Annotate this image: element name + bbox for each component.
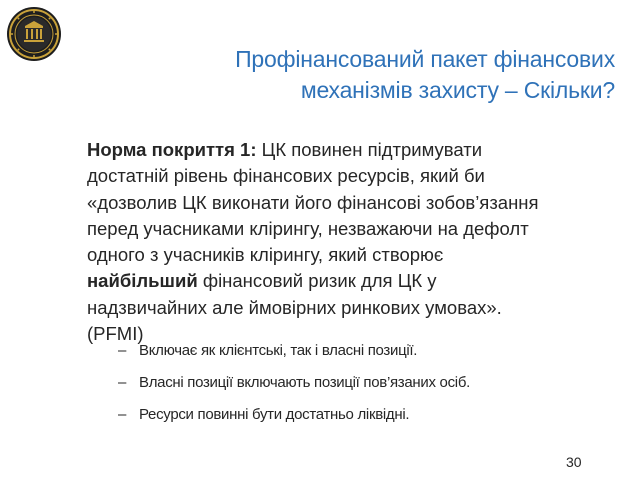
bullet-text: Власні позиції включають позиції пов’язаних осіб. — [139, 374, 470, 391]
seal-logo-icon — [6, 6, 62, 62]
body-line-4: перед учасниками клірингу, незважаючи на дефолт — [87, 217, 529, 239]
bullet-list — [118, 341, 470, 437]
bullet-text: Включає як клієнтські, так і власні позиції. — [139, 342, 418, 359]
bullet-marker: – — [118, 342, 127, 359]
body-line-1-text: ЦК повинен підтримувати — [256, 139, 483, 160]
body-line-1 — [87, 137, 612, 163]
slide-title — [95, 44, 615, 106]
list-item — [118, 405, 470, 425]
body-line-6-text: фінансовий ризик для ЦК у — [197, 270, 437, 292]
list-item — [118, 341, 470, 361]
bullet-marker: – — [118, 406, 127, 423]
title-line-2: механізмів захисту – Скільки? — [300, 77, 615, 103]
title-line-1: Профінансований пакет фінансових — [235, 46, 615, 72]
body-line-7: надзвичайних але ймовірних ринкових умовах». — [87, 296, 502, 318]
page-number: 30 — [566, 454, 582, 470]
body-line-3: «дозволив ЦК виконати його фінансові зобов’язання — [87, 191, 539, 213]
coverage-norm-label: Норма покриття 1: — [87, 139, 257, 160]
bullet-marker: – — [118, 374, 127, 391]
list-item — [118, 373, 470, 393]
body-line-8: (PFMI) — [87, 323, 144, 345]
emphasis-word: найбільший — [87, 270, 198, 292]
bullet-text: Ресурси повинні бути достатньо ліквідні. — [139, 406, 410, 423]
coverage-norm-paragraph — [87, 137, 612, 347]
body-line-5: одного з учасників клірингу, який створює — [87, 244, 444, 266]
body-line-6 — [87, 268, 612, 294]
body-line-2: достатній рівень фінансових ресурсів, який би — [87, 165, 485, 187]
